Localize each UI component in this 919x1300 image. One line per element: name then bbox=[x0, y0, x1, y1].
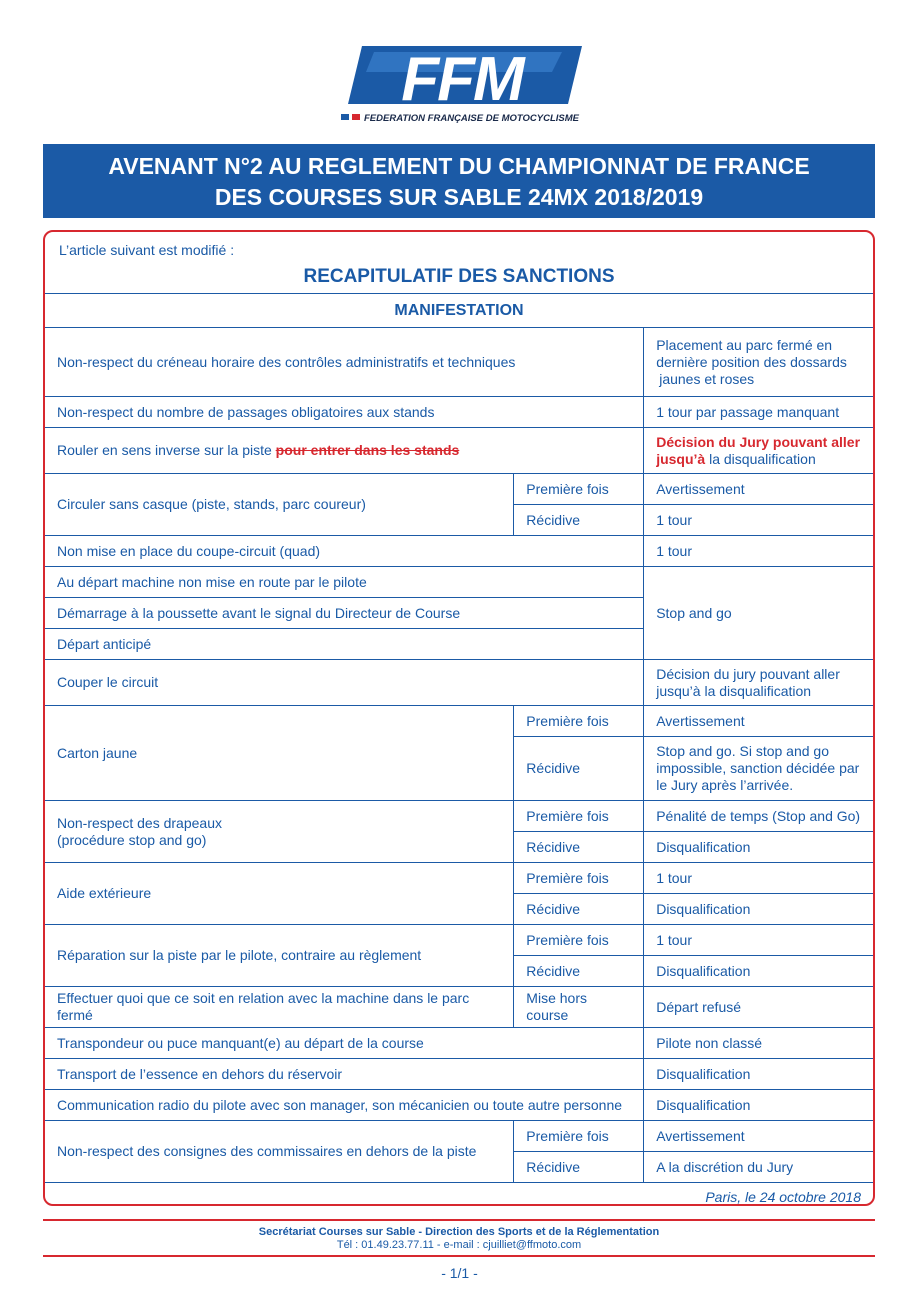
sanctions-table bbox=[44, 293, 874, 1206]
infraction-cell: Couper le circuit bbox=[45, 660, 644, 706]
condition-cell: Première fois bbox=[514, 474, 644, 505]
table-row bbox=[45, 706, 874, 737]
sanction-cell: Stop and go bbox=[644, 567, 874, 660]
condition-cell: Mise hors course bbox=[514, 987, 644, 1028]
sanctions-heading: RECAPITULATIF DES SANCTIONS bbox=[303, 266, 615, 287]
footer bbox=[43, 1226, 875, 1252]
infraction-cell: Carton jaune bbox=[45, 706, 514, 801]
infraction-cell: Au départ machine non mise en route par le pilote bbox=[45, 567, 644, 598]
table-row bbox=[45, 1028, 874, 1059]
infraction-cell: Non-respect du créneau horaire des contrôles administratifs et techniques bbox=[45, 328, 644, 397]
table-row bbox=[45, 987, 874, 1028]
footer-line-1: Secrétariat Courses sur Sable - Direction des Sports et de la Réglementation bbox=[258, 1226, 660, 1238]
infraction-cell: Démarrage à la poussette avant le signal du Directeur de Course bbox=[45, 598, 644, 629]
section-title: MANIFESTATION bbox=[45, 294, 874, 328]
sanction-cell: Avertissement bbox=[644, 474, 874, 505]
sanction-cell: Avertissement bbox=[644, 706, 874, 737]
table-row bbox=[45, 474, 874, 505]
infraction-cell: Aide extérieure bbox=[45, 863, 514, 925]
sanction-cell: Stop and go. Si stop and go impossible, sanction décidée par le Jury après l’arrivée. bbox=[644, 737, 874, 801]
condition-cell: Première fois bbox=[514, 863, 644, 894]
table-row bbox=[45, 536, 874, 567]
sanction-cell: Pilote non classé bbox=[644, 1028, 874, 1059]
condition-cell: Récidive bbox=[514, 894, 644, 925]
sanction-cell: Disqualification bbox=[644, 1059, 874, 1090]
infraction-cell: Effectuer quoi que ce soit en relation avec la machine dans le parc fermé bbox=[45, 987, 514, 1028]
infraction-cell: Non-respect des consignes des commissaires en dehors de la piste bbox=[45, 1121, 514, 1183]
date-row bbox=[45, 1183, 874, 1207]
sanction-cell: Décision du jury pouvant aller jusqu’à la disqualification bbox=[644, 660, 874, 706]
table-row bbox=[45, 1121, 874, 1152]
infraction-cell: Non-respect du nombre de passages obligatoires aux stands bbox=[45, 397, 644, 428]
infraction-cell: Communication radio du pilote avec son manager, son mécanicien ou toute autre personne bbox=[45, 1090, 644, 1121]
ffm-logo bbox=[336, 42, 586, 128]
intro-text: L’article suivant est modifié : bbox=[59, 242, 235, 258]
sanction-cell: Pénalité de temps (Stop and Go) bbox=[644, 801, 874, 832]
condition-cell: Récidive bbox=[514, 832, 644, 863]
condition-cell: Récidive bbox=[514, 956, 644, 987]
sanctions-frame bbox=[43, 230, 875, 1206]
table-row bbox=[45, 1059, 874, 1090]
condition-cell: Première fois bbox=[514, 925, 644, 956]
sanction-cell: Avertissement bbox=[644, 1121, 874, 1152]
sanction-cell: Disqualification bbox=[644, 956, 874, 987]
table-row bbox=[45, 397, 874, 428]
infraction-cell: Transpondeur ou puce manquant(e) au départ de la course bbox=[45, 1028, 644, 1059]
page-number: - 1/1 - bbox=[441, 1265, 478, 1281]
table-row bbox=[45, 863, 874, 894]
logo-letters: FFM bbox=[401, 45, 523, 114]
table-row bbox=[45, 428, 874, 474]
footer-divider-bottom bbox=[43, 1255, 875, 1257]
infraction-cell: Circuler sans casque (piste, stands, parc coureur) bbox=[45, 474, 514, 536]
infraction-cell: Réparation sur la piste par le pilote, contraire au règlement bbox=[45, 925, 514, 987]
title-line-1: AVENANT N°2 AU REGLEMENT DU CHAMPIONNAT DE FRANCE bbox=[108, 153, 810, 179]
infraction-cell: Non mise en place du coupe-circuit (quad) bbox=[45, 536, 644, 567]
signature-date: Paris, le 24 octobre 2018 bbox=[45, 1183, 874, 1207]
footer-divider-top bbox=[43, 1219, 875, 1221]
condition-cell: Récidive bbox=[514, 1152, 644, 1183]
condition-cell: Récidive bbox=[514, 737, 644, 801]
sanction-cell: Disqualification bbox=[644, 832, 874, 863]
sanction-cell: Décision du Jury pouvant aller jusqu’à la disqualification bbox=[644, 428, 874, 474]
sanction-cell: 1 tour bbox=[644, 505, 874, 536]
sanction-cell: 1 tour bbox=[644, 863, 874, 894]
table-row bbox=[45, 328, 874, 397]
infraction-cell: Transport de l’essence en dehors du réservoir bbox=[45, 1059, 644, 1090]
title-banner bbox=[43, 144, 875, 218]
table-row bbox=[45, 1090, 874, 1121]
sanction-cell: Départ refusé bbox=[644, 987, 874, 1028]
section-row bbox=[45, 294, 874, 328]
struck-text: pour entrer dans les stands bbox=[275, 442, 460, 458]
sanction-cell: 1 tour bbox=[644, 925, 874, 956]
condition-cell: Première fois bbox=[514, 1121, 644, 1152]
sanction-cell: Placement au parc fermé en dernière position des dossards jaunes et roses bbox=[644, 328, 874, 397]
table-row bbox=[45, 660, 874, 706]
infraction-cell: Rouler en sens inverse sur la piste pour entrer dans les stands bbox=[45, 428, 644, 474]
condition-cell: Récidive bbox=[514, 505, 644, 536]
sanction-cell: A la discrétion du Jury bbox=[644, 1152, 874, 1183]
sanction-cell: 1 tour bbox=[644, 536, 874, 567]
infraction-cell: Non-respect des drapeaux (procédure stop and go) bbox=[45, 801, 514, 863]
logo-subtitle: FEDERATION FRANÇAISE DE MOTOCYCLISME bbox=[364, 113, 579, 124]
sanction-cell: Disqualification bbox=[644, 1090, 874, 1121]
title-line-2: DES COURSES SUR SABLE 24MX 2018/2019 bbox=[214, 184, 704, 210]
table-row bbox=[45, 801, 874, 832]
sanction-cell: 1 tour par passage manquant bbox=[644, 397, 874, 428]
infraction-cell: Départ anticipé bbox=[45, 629, 644, 660]
sanction-cell: Disqualification bbox=[644, 894, 874, 925]
table-row bbox=[45, 567, 874, 598]
condition-cell: Première fois bbox=[514, 801, 644, 832]
table-row bbox=[45, 925, 874, 956]
footer-line-2: Tél : 01.49.23.77.11 - e-mail : cjuilliet@ffmoto.com bbox=[336, 1239, 582, 1251]
condition-cell: Première fois bbox=[514, 706, 644, 737]
